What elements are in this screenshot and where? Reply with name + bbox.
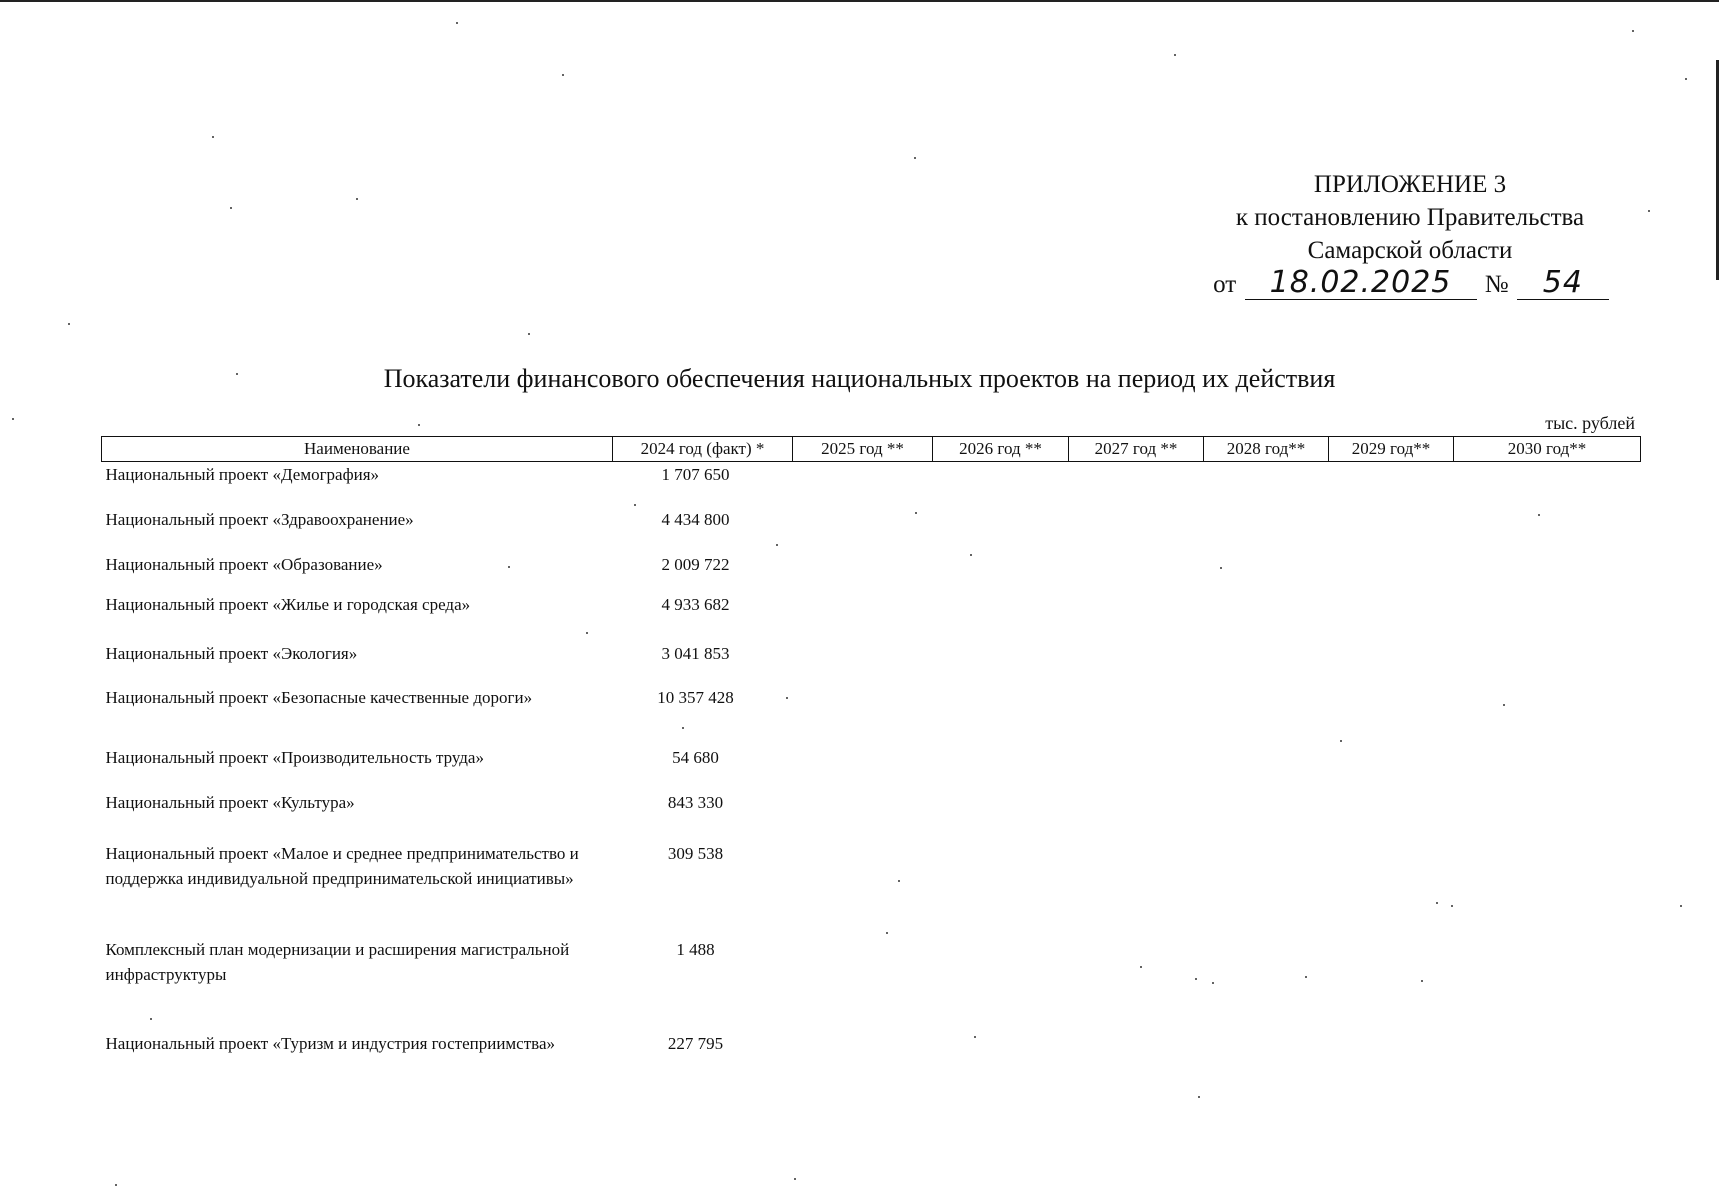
value-2024: 2 009 722 xyxy=(661,554,730,574)
scan-speck xyxy=(1220,567,1222,569)
scan-speck xyxy=(562,74,564,76)
value-2024: 10 357 428 xyxy=(657,687,734,707)
project-name: Национальный проект «Жилье и городская среда» xyxy=(105,594,471,614)
project-name: Национальный проект «Туризм и индустрия гостеприимства» xyxy=(105,1033,556,1053)
scan-speck xyxy=(150,1018,152,1020)
table-row xyxy=(102,552,1641,592)
column-header-2028: 2028 год** xyxy=(1204,437,1329,462)
scan-speck xyxy=(356,198,358,200)
column-header-2029: 2029 год** xyxy=(1329,437,1454,462)
from-label: от xyxy=(1213,271,1237,298)
project-name: Комплексный план модернизации и расширения магистральной инфраструктуры xyxy=(105,939,570,984)
scan-speck xyxy=(1305,976,1307,978)
column-header-2025: 2025 год ** xyxy=(793,437,933,462)
scan-speck xyxy=(914,157,916,159)
column-header-2030: 2030 год** xyxy=(1454,437,1641,462)
scan-speck xyxy=(456,22,458,24)
scan-speck xyxy=(1436,902,1438,904)
scan-speck xyxy=(1212,982,1214,984)
scan-speck xyxy=(634,504,636,506)
scan-speck xyxy=(528,333,530,335)
project-name: Национальный проект «Культура» xyxy=(105,792,355,812)
project-name: Национальный проект «Малое и среднее предпринимательство и поддержка индивидуальной предпринимательской инициативы» xyxy=(105,843,579,888)
column-header-2027: 2027 год ** xyxy=(1069,437,1204,462)
scan-speck xyxy=(682,727,684,729)
value-2024: 54 680 xyxy=(672,747,719,767)
scan-speck xyxy=(1538,514,1540,516)
scan-speck xyxy=(115,1184,117,1186)
scan-speck xyxy=(12,418,14,420)
column-header-2024: 2024 год (факт) * xyxy=(613,437,793,462)
handwritten-number: 54 xyxy=(1517,267,1609,300)
top-scan-border xyxy=(0,0,1719,2)
table-header-row xyxy=(102,437,1641,462)
region-name: Самарской области xyxy=(1307,237,1513,264)
number-label: № xyxy=(1484,271,1509,298)
scan-speck xyxy=(1198,1096,1200,1098)
table-row xyxy=(102,790,1641,841)
value-2024: 1 707 650 xyxy=(661,465,730,484)
value-2024: 227 795 xyxy=(667,1033,724,1053)
scan-speck xyxy=(68,323,70,325)
project-name: Национальный проект «Здравоохранение» xyxy=(105,509,414,529)
scan-speck xyxy=(236,373,238,375)
scan-speck xyxy=(970,554,972,556)
scan-speck xyxy=(212,136,214,138)
units-label: тыс. рублей xyxy=(1545,413,1635,433)
scan-speck xyxy=(974,1036,976,1038)
financing-table xyxy=(101,436,1641,1091)
table-row xyxy=(102,841,1641,937)
document-title: Показатели финансового обеспечения национальных проектов на период их действия xyxy=(383,364,1336,393)
table-row xyxy=(102,685,1641,745)
decree-reference: к постановлению Правительства xyxy=(1235,204,1585,231)
scan-speck xyxy=(915,512,917,514)
table-row xyxy=(102,1031,1641,1091)
scan-speck xyxy=(1648,210,1650,212)
scan-speck xyxy=(1503,704,1505,706)
scan-speck xyxy=(786,697,788,699)
decree-date-line xyxy=(1200,267,1620,301)
scan-speck xyxy=(586,632,588,634)
table-row xyxy=(102,462,1641,507)
appendix-number: ПРИЛОЖЕНИЕ 3 xyxy=(1313,171,1507,198)
project-name: Национальный проект «Экология» xyxy=(105,643,358,663)
scan-speck xyxy=(418,424,420,426)
scan-speck xyxy=(1174,54,1176,56)
handwritten-date: 18.02.2025 xyxy=(1245,267,1477,300)
value-2024: 1 488 xyxy=(676,939,715,959)
scan-speck xyxy=(1685,78,1687,80)
scan-speck xyxy=(230,207,232,209)
appendix-header xyxy=(1200,168,1620,301)
table-row xyxy=(102,507,1641,552)
scan-speck xyxy=(794,1178,796,1180)
scan-speck xyxy=(1451,905,1453,907)
value-2024: 4 933 682 xyxy=(661,594,730,614)
scan-speck xyxy=(1632,30,1634,32)
project-name: Национальный проект «Демография» xyxy=(105,465,380,484)
value-2024: 4 434 800 xyxy=(661,509,730,529)
scan-speck xyxy=(508,566,510,568)
project-name: Национальный проект «Производительность труда» xyxy=(105,747,484,767)
project-name: Национальный проект «Безопасные качественные дороги» xyxy=(105,687,533,707)
column-header-name: Наименование xyxy=(102,437,613,462)
scan-speck xyxy=(1680,905,1682,907)
scan-speck xyxy=(1140,966,1142,968)
column-header-2026: 2026 год ** xyxy=(933,437,1069,462)
value-2024: 309 538 xyxy=(667,843,724,863)
scan-speck xyxy=(898,880,900,882)
table-row xyxy=(102,641,1641,685)
table-row xyxy=(102,592,1641,641)
scan-speck xyxy=(776,544,778,546)
scan-speck xyxy=(1195,978,1197,980)
scan-speck xyxy=(886,932,888,934)
project-name: Национальный проект «Образование» xyxy=(105,554,383,574)
value-2024: 843 330 xyxy=(667,792,724,812)
scan-speck xyxy=(1340,740,1342,742)
scan-speck xyxy=(1421,980,1423,982)
table-row xyxy=(102,745,1641,790)
value-2024: 3 041 853 xyxy=(661,643,730,663)
table-row xyxy=(102,937,1641,1031)
